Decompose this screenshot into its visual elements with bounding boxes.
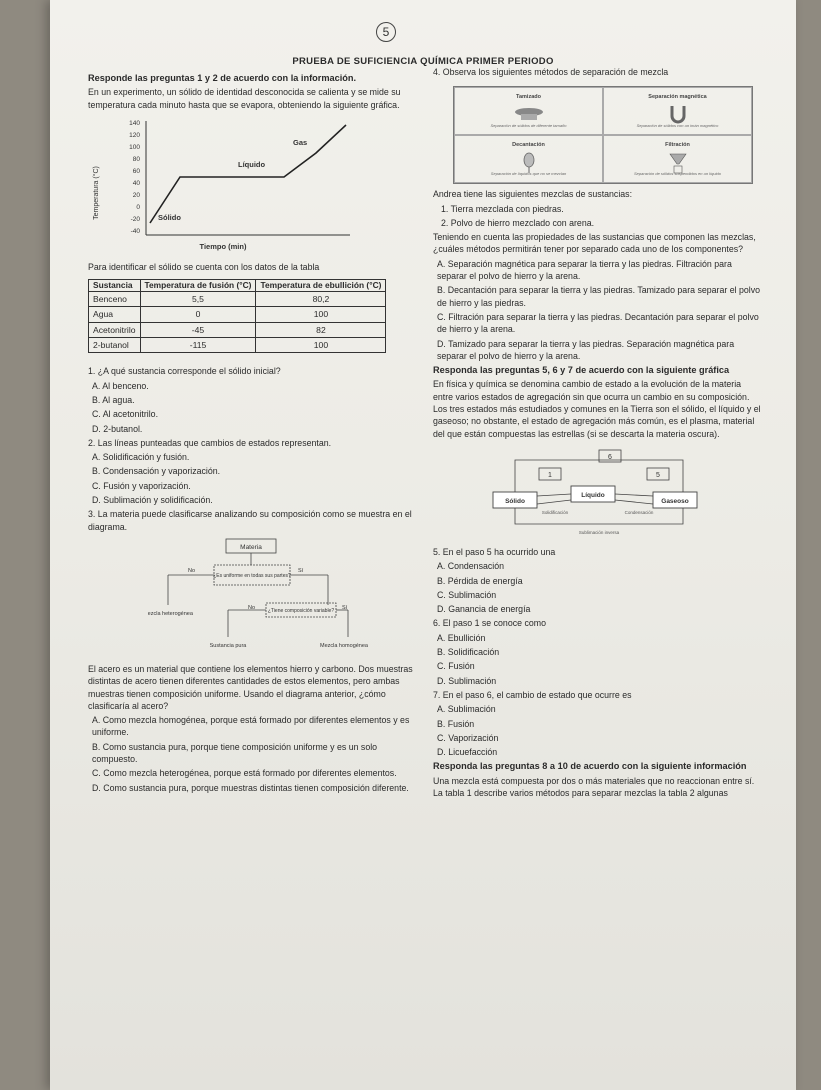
graph-xlabel: Tiempo (min) xyxy=(199,241,247,251)
q5-text: En física y química se denomina cambio de estado a la evolución de la materia entre varios estados de agregación sin que ocurra un cambio en su composición. Los tres estados más estudiados y comunes en la Tierra son el sólido, el líquido y el gaseoso; no obstante, el estado de agregación más común, es el plasma, material del que están compuestas las estrellas (si se descarta la materia oscura). xyxy=(433,379,761,439)
graph-ytick: -20 xyxy=(130,215,140,223)
state-gaseoso: Gaseoso xyxy=(661,497,689,505)
question-6: 6. El paso 1 se conoce como xyxy=(433,618,546,629)
state-step-6: 6 xyxy=(608,453,612,461)
q4-option-c[interactable]: C. Filtración para separar la tierra y las piedras. Decantación para separar el polvo de hierro y la arena. xyxy=(437,311,759,335)
flow-si-2: Sí xyxy=(342,604,348,611)
q6-option-b[interactable]: B. Solidificación xyxy=(437,647,500,658)
q7-option-c[interactable]: C. Vaporización xyxy=(437,732,499,743)
graph-label-gas: Gas xyxy=(293,137,308,147)
table-header: Temperatura de ebullición (°C) xyxy=(256,280,386,292)
q4-option-a[interactable]: A. Separación magnética para separar la tierra y las piedras. Filtración para separar el polvo de hierro y la arena. xyxy=(437,258,732,282)
state-solidificacion: Solidificación xyxy=(541,509,569,515)
flow-si-1: Sí xyxy=(298,567,304,574)
graph-ytick: 100 xyxy=(129,143,140,151)
state-sublimacion-inversa: Sublimación inversa xyxy=(578,529,620,535)
table-cell: 80,2 xyxy=(256,292,386,307)
method-desc: Separación de sólidos de diferente tamaño xyxy=(490,123,567,128)
state-step-5: 5 xyxy=(656,471,660,479)
separation-methods-grid xyxy=(453,86,753,184)
table-cell: 82 xyxy=(256,322,386,337)
method-name: Decantación xyxy=(512,142,545,149)
table-header: Temperatura de fusión (°C) xyxy=(140,280,256,292)
table-row xyxy=(89,338,386,353)
table-cell: 100 xyxy=(256,338,386,353)
page-title: PRUEBA DE SUFICIENCIA QUÍMICA PRIMER PERIODO xyxy=(292,56,554,67)
q1-option-b[interactable]: B. Al agua. xyxy=(92,394,135,405)
table-cell: 2-butanol xyxy=(89,338,141,353)
q4-intro: Andrea tiene las siguientes mezclas de sustancias: xyxy=(433,189,633,200)
q8-header: Responda las preguntas 8 a 10 de acuerdo con la siguiente información xyxy=(433,761,747,772)
q3-option-d[interactable]: D. Como sustancia pura, porque muestras distintas tienen composición diferente. xyxy=(92,782,409,793)
q2-option-d[interactable]: D. Sublimación y solidificación. xyxy=(92,495,213,506)
q6-option-a[interactable]: A. Ebullición xyxy=(437,632,486,643)
q6-option-d[interactable]: D. Sublimación xyxy=(437,675,497,686)
states-arrow xyxy=(615,500,653,504)
flow-mezcla-homogenea: Mezcla homogénea xyxy=(319,642,368,649)
graph-ytick: 140 xyxy=(129,119,140,127)
q5-option-c[interactable]: C. Sublimación xyxy=(437,589,497,600)
intro-text: En un experimento, un sólido de identidad desconocida se calienta y se mide su temperatura cada minuto hasta que se evapora, obteniendo la siguiente gráfica. xyxy=(88,87,401,110)
q8-text: Una mezcla está compuesta por dos o más materiales que no reaccionan entre sí. La tabla 1 describe varios métodos para separar mezclas la tabla 2 algunas xyxy=(433,775,755,798)
method-cell xyxy=(603,135,752,183)
table-cell: Acetonitrilo xyxy=(89,322,141,337)
q4-text: Teniendo en cuenta las propiedades de las sustancias que componen las mezclas, ¿cuáles métodos permitirán tener por separado cada uno de los componentes? xyxy=(433,232,756,255)
q2-option-a[interactable]: A. Solidificación y fusión. xyxy=(92,452,190,463)
table-intro: Para identificar el sólido se cuenta con los datos de la tabla xyxy=(88,261,320,272)
question-1: 1. ¿A qué sustancia corresponde el sólido inicial? xyxy=(88,366,281,377)
flow-materia: Materia xyxy=(240,543,262,551)
exam-page xyxy=(50,0,796,1090)
method-name: Tamizado xyxy=(516,94,541,101)
state-solido: Sólido xyxy=(505,497,525,505)
q1-option-d[interactable]: D. 2-butanol. xyxy=(92,423,143,434)
method-cell xyxy=(603,87,752,135)
table-cell: 5,5 xyxy=(140,292,256,307)
q3-option-b[interactable]: B. Como sustancia pura, porque tiene composición uniforme y es un solo compuesto. xyxy=(92,741,378,765)
flow-mezcla-heterogenea: Mezcla heterogénea xyxy=(148,610,193,617)
graph-ytick: 40 xyxy=(132,179,140,187)
states-arrow xyxy=(615,494,653,496)
graph-curve xyxy=(150,125,346,223)
flow-no-2: No xyxy=(248,604,256,611)
flowchart-svg xyxy=(148,537,368,657)
graph-ytick: 80 xyxy=(132,155,140,163)
state-condensacion: Condensación xyxy=(624,509,654,515)
state-liquido: Líquido xyxy=(581,491,605,499)
q7-option-d[interactable]: D. Licuefacción xyxy=(437,747,498,758)
q3-option-a[interactable]: A. Como mezcla homogénea, porque está formado por diferentes elementos y es uniforme. xyxy=(92,715,410,738)
graph-ytick: -40 xyxy=(130,227,140,235)
method-cell xyxy=(454,87,603,135)
q2-option-c[interactable]: C. Fusión y vaporización. xyxy=(92,480,191,491)
temperature-graph xyxy=(88,115,368,255)
table-row xyxy=(89,307,386,322)
classification-flowchart xyxy=(148,537,368,657)
q1-option-a[interactable]: A. Al benceno. xyxy=(92,380,149,391)
table-header-row xyxy=(89,280,386,292)
question-3: 3. La materia puede clasificarse analizando su composición como se muestra en el diagrama. xyxy=(88,509,412,532)
graph-ytick: 0 xyxy=(136,203,140,211)
method-desc: Separación de líquidos que no se mezclan xyxy=(490,171,567,176)
substance-table xyxy=(88,279,386,353)
graph-label-solid: Sólido xyxy=(158,212,181,222)
q5-option-d[interactable]: D. Ganancia de energía xyxy=(437,604,531,615)
q4-item: 1. Tierra mezclada con piedras. xyxy=(441,203,564,214)
right-column xyxy=(433,66,763,801)
question-2: 2. Las líneas punteadas que cambios de estados representan. xyxy=(88,437,332,448)
state-step-1: 1 xyxy=(548,471,552,479)
graph-ytick: 20 xyxy=(132,191,140,199)
page-number: 5 xyxy=(376,22,396,42)
q1-option-c[interactable]: C. Al acetonitrilo. xyxy=(92,409,159,420)
table-row xyxy=(89,292,386,307)
question-4: 4. Observa los siguientes métodos de separación de mezcla xyxy=(433,67,669,77)
graph-svg xyxy=(88,115,368,255)
graph-yticks xyxy=(129,120,140,235)
table-cell: -115 xyxy=(140,338,256,353)
method-name: Separación magnética xyxy=(648,94,707,101)
q2-option-b[interactable]: B. Condensación y vaporización. xyxy=(92,466,221,477)
method-desc: Separación de sólidos suspendidos en un líquido xyxy=(634,171,721,176)
flow-no-1: No xyxy=(188,567,196,574)
flow-q-uniforme: ¿Es uniforme en todas sus partes? xyxy=(213,572,291,579)
table-cell: 100 xyxy=(256,307,386,322)
q6-option-c[interactable]: C. Fusión xyxy=(437,661,475,672)
states-arrow xyxy=(537,500,571,504)
method-cell xyxy=(454,135,603,183)
q7-option-b[interactable]: B. Fusión xyxy=(437,718,475,729)
states-svg xyxy=(483,446,703,538)
intro-header: Responde las preguntas 1 y 2 de acuerdo con la información. xyxy=(88,73,357,83)
question-5: 5. En el paso 5 ha ocurrido una xyxy=(433,546,556,557)
table-header: Sustancia xyxy=(89,280,141,292)
flow-q-composicion: ¿Tiene composición variable? xyxy=(267,607,335,614)
graph-ylabel: Temperatura (°C) xyxy=(93,166,100,220)
states-arrow xyxy=(537,494,571,496)
q4-option-d[interactable]: D. Tamizado para separar la tierra y las piedras. Separación magnética para separar el polvo de hierro y la arena. xyxy=(437,338,735,361)
table-cell: 0 xyxy=(140,307,256,322)
left-column xyxy=(88,72,418,796)
table-cell: -45 xyxy=(140,322,256,337)
table-row xyxy=(89,322,386,337)
question-7: 7. En el paso 6, el cambio de estado que ocurre es xyxy=(433,689,632,700)
q5-option-b[interactable]: B. Pérdida de energía xyxy=(437,575,523,586)
table-cell: Agua xyxy=(89,307,141,322)
method-name: Filtración xyxy=(665,142,690,149)
states-arrow-bottom xyxy=(515,508,683,524)
graph-label-liquid: Líquido xyxy=(238,159,266,169)
flow-sustancia-pura: Sustancia pura xyxy=(209,642,247,649)
q4-item: 2. Polvo de hierro mezclado con arena. xyxy=(441,217,595,228)
table-cell: Benceno xyxy=(89,292,141,307)
graph-ytick: 60 xyxy=(132,167,140,175)
method-desc: Separación de sólidos con un imán magnético xyxy=(636,123,719,128)
graph-ytick: 120 xyxy=(129,131,140,139)
q5-option-a[interactable]: A. Condensación xyxy=(437,561,504,572)
q5-header: Responda las preguntas 5, 6 y 7 de acuerdo con la siguiente gráfica xyxy=(433,365,730,376)
states-diagram xyxy=(483,446,703,538)
q3-option-c[interactable]: C. Como mezcla heterogénea, porque está formado por diferentes elementos. xyxy=(92,768,397,779)
q7-option-a[interactable]: A. Sublimación xyxy=(437,704,496,715)
question-3-text: El acero es un material que contiene los elementos hierro y carbono. Dos muestras distintas de acero tienen diferentes cantidades de estos elementos, pero ambas muestras tienen composición uniforme. Usando el diagrama anterior, ¿cómo clasificaría al acero? xyxy=(88,663,413,711)
q4-option-b[interactable]: B. Decantación para separar la tierra y las piedras. Tamizado para separar el polvo de hierro y las piedras. xyxy=(437,285,761,308)
